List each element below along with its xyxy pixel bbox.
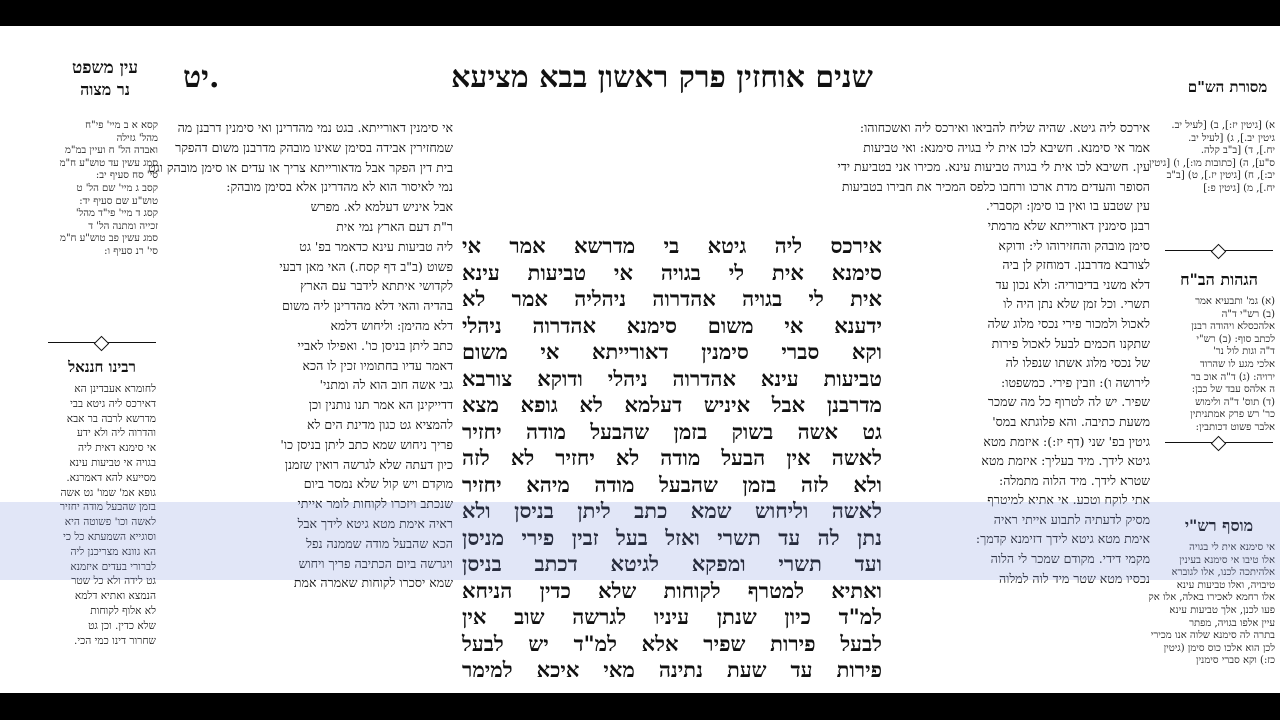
rashi-line: אתי לוקח וטכע. אי אתיא למיטרף xyxy=(987,492,1150,508)
talmud-page xyxy=(0,26,1280,693)
page-number: יט. xyxy=(183,60,220,95)
rashi-line: של נכסי מלוג אשתו שנפלו לה xyxy=(1005,355,1150,371)
hagahot-line: ירויה: (ג) ד"ה אוכ בר xyxy=(1191,371,1275,383)
gemara-line: נתן לה עד תשרי ואזל בעל זבין פירי מניסן xyxy=(462,524,882,550)
gemara-line: גט אשה בשוק בזמן שהבעל מודה יחזיר xyxy=(462,418,882,444)
hagahot-line: (א) גמ' ותבעיא אמר xyxy=(1195,296,1275,307)
gemara-line: למ"ד כיון שנתן עיניו לגרשה שוב אין xyxy=(462,604,882,629)
rashi-line: אימת מטא גיטא לידך דזימנא קדמך: xyxy=(975,531,1150,547)
rabbeinu-line: הנמצא ואתיא דלמא xyxy=(74,590,156,603)
gemara-line: ועד תשרי ומפקא לגיטא דכתב בניסן xyxy=(462,551,882,576)
masoret-line: א) [גיטין יז:], ב) [לעיל יב. xyxy=(1171,120,1275,131)
rabbeinu-line: מדרשא לרבה בר אבא xyxy=(66,412,156,425)
rabbeinu-chananel xyxy=(50,382,156,648)
rashi-line: עין. חשיבא לכו אית לי בגויה טביעות עינא. מכירו אני בטביעת ידי xyxy=(837,159,1150,175)
tosafot-line: דדייקינן הא אמר תנו נותנין וכן xyxy=(308,397,453,413)
hagahot-line: ה אלהס עבד של כבן: xyxy=(1191,384,1275,396)
mosaf-line: אלו רחמא לאכירו באלה, אלו אק xyxy=(1148,592,1275,604)
page-title: שנים אוחזין פרק ראשון בבא מציעא xyxy=(451,60,873,95)
tosafot-line: אי סימנין דאורייתא. בגט נמי מהדרינן ואי סימנין דרבנן מה xyxy=(177,120,453,135)
tosafot-line: שמחזירין אבידה בסימן שאינו מובהק מדרבנן משום דהפקר xyxy=(175,139,453,155)
mosaf-line: אלו טיבו אי סימנא בעינין xyxy=(1179,554,1275,566)
tosafot-line: דאמר עדיו בחתומיו זכין לו הכא xyxy=(302,357,453,373)
ein-mishpat-line: מהל' גזילה xyxy=(116,132,158,144)
ein-mishpat-line: קסב ג מיי' שם הל' ט xyxy=(76,182,158,194)
tosafot-line: שמא יסכרו לקוחות שאמרה אמת xyxy=(293,575,453,591)
rashi-line: אירכס ליה גיטא. שהיה שליח להביאו ואירכס ליה ואשכחוהו: xyxy=(859,120,1150,135)
rabbeinu-line: לברורי בעדים איזמנא xyxy=(70,560,156,573)
tosafot-line: שנכתב ויזכרו לקוחות לומר אייתי xyxy=(297,496,453,512)
rashi-line: גיטין בפ' שני (דף יז:): איזמת מטא xyxy=(983,433,1150,449)
gemara-line: ואתיא למטרף לקוחות שלא כדין הניחא xyxy=(462,577,882,603)
ein-mishpat-line: ואבדה הל' ח ועיין במ"מ xyxy=(64,145,158,157)
tosafot-line: להמציא גט כגון מדינת הים לא xyxy=(307,416,453,432)
ein-mishpat-line: זכייה ומתנה הל' ד xyxy=(88,220,158,232)
rashi-line: מסיק לדעתיה לתבוע אייתי ראיה xyxy=(993,511,1150,527)
rashi-line: סימן מובהק והחזירוהו לי: ודוקא xyxy=(998,237,1150,253)
hagahot-line: כר' רש פרק אמתניתין xyxy=(1190,409,1275,421)
gemara-text xyxy=(462,233,882,684)
rabbeinu-line: גט לידה ולא כל שטר xyxy=(71,575,156,588)
rabbeinu-chananel-title: רבינו חננאל xyxy=(68,358,136,376)
rashi-line: תשרי. וכל זמן שלא נתן היה לו xyxy=(1003,296,1150,312)
mosaf-line: כז:) וקא סברי סימנין xyxy=(1195,655,1275,667)
mosaf-rashi xyxy=(1148,542,1275,668)
rabbeinu-line: שלא כדין. וכן גט xyxy=(88,619,156,632)
tosafot-line: דלא מהימן: וליחוש דלמא xyxy=(330,317,453,333)
tosafot-line: ר"ת דעם הארץ נמי אית xyxy=(336,218,453,234)
gemara-line: טביעות עינא אהדרוה ניהלי ודוקא צורבא xyxy=(462,365,882,391)
hagahot-habach xyxy=(1160,296,1275,435)
masoret-hashas xyxy=(1149,120,1275,196)
masoret-line: יח.], מ) [גיטין פ:] xyxy=(1203,182,1275,194)
tosafot-line: כיון דעתה שלא לגרשה רואין שזמנן xyxy=(284,456,453,472)
mosaf-line: בתרה לה סימנא שלוה אנו מכירי xyxy=(1150,630,1275,642)
rashi-line: לאכול ולמכור פירי נכסי מלוג שלה xyxy=(987,315,1150,331)
tosafot-line: ליה טביעות עינא כדאמר בפ' גט xyxy=(299,238,453,254)
gemara-line: אית לי בגויה אהדרוה ניהליה אמר לא xyxy=(462,286,882,311)
tosafot-commentary xyxy=(147,118,453,593)
rashi-line: לירושה ו): וזבין פירי. כמשפטו: xyxy=(1001,374,1150,390)
rabbeinu-line: לאשה וכו' פשוטה היא xyxy=(64,516,156,529)
ein-mishpat-label: עין משפט xyxy=(72,58,138,78)
gemara-line: לאשה אין הבעל מודה לא יחזיר לא לזה xyxy=(462,445,882,470)
mosaf-line: לכן הוא אלכו כוס סימן (גיטין xyxy=(1163,642,1275,654)
rabbeinu-line: אי סימנא דאית ליה xyxy=(78,442,156,455)
rabbeinu-line: בגויה אי טביעות עינא xyxy=(69,456,156,469)
tosafot-line: בהדיה והאי דלא מהדרינן ליה משום xyxy=(282,298,453,314)
gemara-line: לאשה וליחוש שמא כתב ליתן בניסן ולא xyxy=(462,498,882,523)
rabbeinu-line: וסוגייא השמעתא כל כי xyxy=(63,530,156,543)
rabbeinu-line: שחרור דינו כמי הכי. xyxy=(74,634,156,647)
rashi-line: גיטא לידך. מיד בעליך: איזמת מטא xyxy=(981,453,1150,469)
rashi-line: שטרא לידך. מיד הלוה מתמלה: xyxy=(998,472,1150,488)
rabbeinu-line: בזמן שהבעל מודה יחזיר xyxy=(59,501,156,514)
ornament-divider xyxy=(1165,246,1273,256)
tosafot-line: כתב ליתן בניסן כו'. ואפילו לאביי xyxy=(297,337,453,353)
gemara-line: ולא לזה בזמן שהבעל מודה מיהא יחזיר xyxy=(462,471,882,497)
tosafot-line: הכא שהבעל מודה שממנה נפל xyxy=(306,535,453,551)
hagahot-title: הגהות הב"ח xyxy=(1180,270,1258,289)
rashi-line: מקמי דידי. מקודם שמכר לי הלוה xyxy=(990,551,1150,567)
hagahot-line: לכתב סוף: (ב) רש"י xyxy=(1196,333,1275,345)
hagahot-line: אלבר פשוט דכותבין: xyxy=(1195,421,1275,433)
hagahot-line: אלכי מגע לו שהרוד xyxy=(1200,358,1275,370)
rashi-line: נכסיו מטא שטר מיד לוה למלוה xyxy=(998,570,1150,586)
rabbeinu-line: והדרוה ליה ולא ידע xyxy=(76,427,156,440)
rashi-commentary xyxy=(837,118,1150,588)
mosaf-line: אי סימנא אית לי בגויה xyxy=(1189,542,1275,553)
ein-mishpat-line: סמג עשין עד טוש"ע ח"מ xyxy=(59,157,158,169)
gemara-line: סימנא אית לי בגויה אי טביעות עינא xyxy=(462,259,882,285)
tosafot-line: פשוט (ב"ב דף קסח.) האי מאן דבעי xyxy=(279,258,453,274)
rabbeinu-line: מסייעא להא דאמרנא. xyxy=(66,471,156,484)
masoret-line: גיטין יב.], ג) [לעיל יב. xyxy=(1188,132,1275,144)
rashi-line: עין שטבע בו ואין בו סימן: וקסברי. xyxy=(985,198,1150,214)
rabbeinu-line: לחומרא אעבדינן הא xyxy=(74,383,156,395)
tosafot-line: לקדושי איתתא לידבר עם הארץ xyxy=(300,278,453,294)
tosafot-line: אבל איניש דעלמא לא. מפרש xyxy=(310,199,453,215)
ornament-divider xyxy=(1165,438,1273,448)
hagahot-line: ד"ה וגות לול נר' xyxy=(1212,346,1275,358)
masoret-hashas-label: מסורת הש"ם xyxy=(1187,78,1268,96)
hagahot-line: (ד) תוס' ד"ה ולימוש xyxy=(1195,396,1275,408)
gemara-line: לבעל פירות שפיר אלא למ"ד יש לבעל xyxy=(462,630,882,656)
rashi-line: אמר אי סימנא. חשיבא לכו אית לי בגויה סימנא: ואי טביעות xyxy=(863,139,1150,155)
ein-mishpat-line: קסא א ב מיי' פי"ח xyxy=(85,120,158,131)
rabbeinu-line: גופא אמ' שמו' גט אשה xyxy=(60,486,156,499)
gemara-line: ידענא אי משום סימנא אהדרוה ניהלי xyxy=(462,312,882,338)
rashi-line: שפיר. יש לה לטרוף כל מה שמכר xyxy=(987,394,1150,410)
mosaf-line: טיבויה, ואלו טביעות עינא xyxy=(1176,579,1275,591)
tosafot-line: נמי לאיסור הוא לא מהדרינן אלא בסימן מובהק: xyxy=(226,179,453,195)
ein-mishpat-line: סי' סח סעיף יב: xyxy=(95,170,158,182)
ner-mitzvah-label: נר מצוה xyxy=(80,80,130,99)
tosafot-line: ויגרשה ביום הכתיבה פריך ויחוש xyxy=(298,555,453,571)
mosaf-line: פעו לכנן, אלך טביעות עינא xyxy=(1169,604,1275,616)
ein-mishpat-line: סי' רנ סעיף ו: xyxy=(104,245,158,257)
ein-mishpat-line: טוש"ע שם סעיף יד: xyxy=(79,195,158,207)
mosaf-line: אלהיתכה לכנו, אלו לגוברא xyxy=(1171,567,1275,579)
rabbeinu-line: הא גוונא מצריכנן ליה xyxy=(70,545,156,558)
ein-mishpat-line: סמג עשין פב טוש"ע ח"מ xyxy=(60,233,158,245)
hagahot-line: (ב) רש"י ד"ה xyxy=(1221,308,1275,320)
tosafot-line: גבי אשה חוב הוא לה ומתני' xyxy=(319,377,453,393)
hagahot-line: אלהכסלא ויהודה רבנן xyxy=(1191,321,1275,333)
ornament-divider xyxy=(48,338,156,348)
tosafot-line: מוקדם ויש קול שלא נמסר ביום xyxy=(303,476,453,492)
mosaf-rashi-title: מוסף רש"י xyxy=(1184,516,1254,535)
gemara-line: פירות עד שעת נתינה מאי איכא למימר xyxy=(462,657,882,682)
rashi-line: הסופר והעדים מדת ארכו ורחבו כלפס המכיר את חבירו בטביעות xyxy=(841,178,1150,194)
rabbeinu-line: דאירכס ליה גיטא בבי xyxy=(70,397,156,410)
gemara-line: מדרבנן אבל איניש דעלמא לא גופא מצא xyxy=(462,392,882,417)
rashi-line: לצורבא מדרבנן. דמוחזק לן ביה xyxy=(1002,257,1150,273)
tosafot-line: ראיה אימת מטא גיטא לידך אבל xyxy=(297,515,453,531)
gemara-line: אירכס ליה גיטא בי מדרשא אמר אי xyxy=(462,233,882,258)
ein-mishpat xyxy=(54,120,158,259)
rashi-line: שתקנו חכמים לבעל לאכול פירות xyxy=(991,335,1150,351)
rashi-line: דלא משני בדיבוריה: ולא נכון עד xyxy=(995,276,1150,292)
masoret-line: יב:], ח) [גיטין יז.], ט) [ב"ב xyxy=(1166,170,1275,182)
masoret-line: ס"ע], ה) [כתובות מו:], ו) [גיטין xyxy=(1149,157,1275,169)
mosaf-line: עיין אלפו בגויה, מפתר xyxy=(1189,617,1275,629)
rashi-line: משעת כתיבה. והא פלוגתא במס' xyxy=(992,413,1150,429)
tosafot-line: בית דין הפקר אבל מדאורייתא צריך או עדים או סימן מובהק וגט xyxy=(147,159,453,175)
rabbeinu-line: לא אלוף לקוחות xyxy=(90,604,156,617)
gemara-line: וקא סברי סימנין דאורייתא אי משום xyxy=(462,339,882,364)
masoret-line: יח.], ד) [ב"ב קלה. xyxy=(1200,145,1275,157)
tosafot-line: פריך ניחוש שמא כתב ליתן בניסן כו' xyxy=(280,436,453,452)
ein-mishpat-line: קסג ד מיי' פי"ד מהל' xyxy=(75,208,158,220)
rashi-line: רבנן סימנין דאורייתא שלא מרמתי xyxy=(987,217,1150,233)
